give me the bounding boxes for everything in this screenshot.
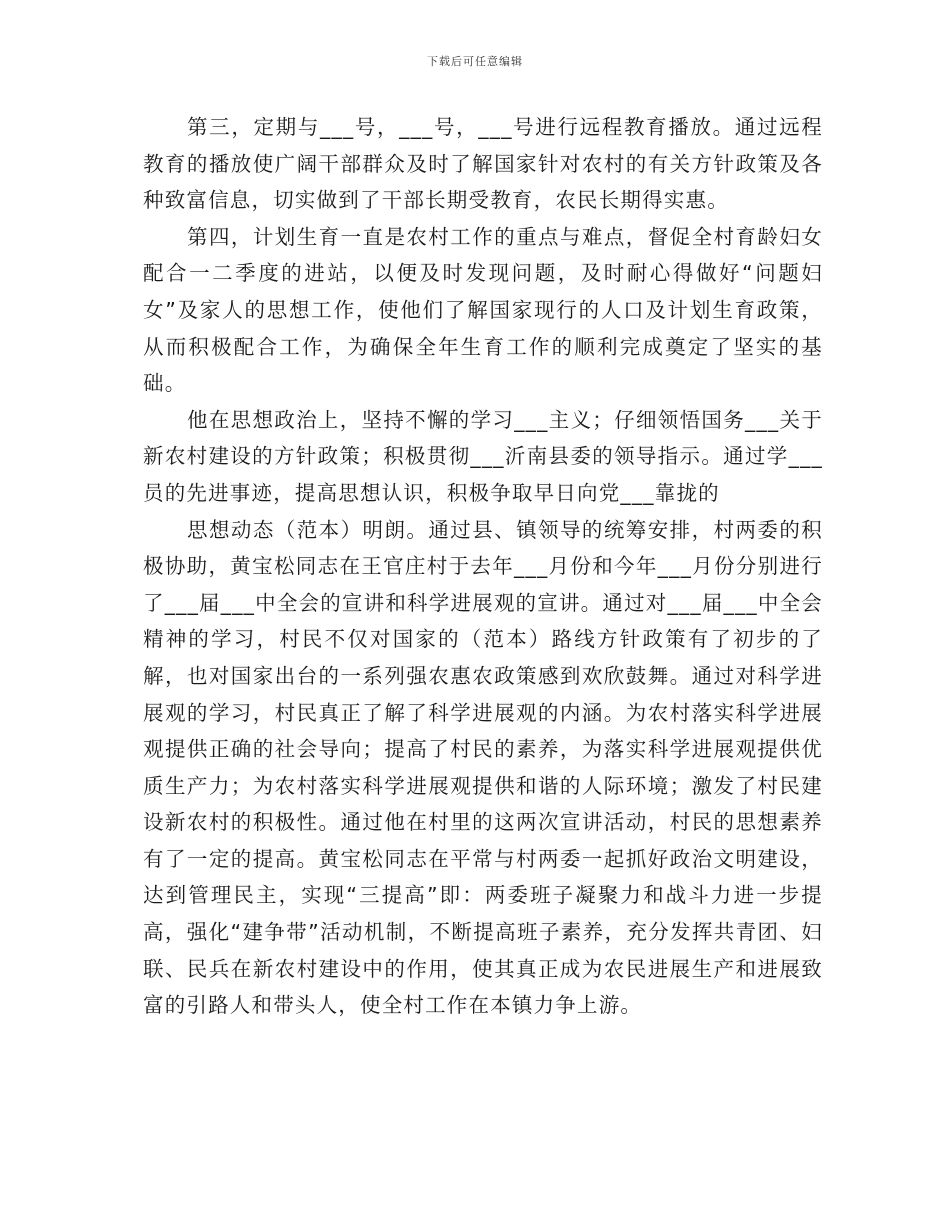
paragraph-family-planning: 第四，计划生育一直是农村工作的重点与难点，督促全村育龄妇女配合一二季度的进站，以便及时发现问题，及时耐心得做好“问题妇女”及家人的思想工作，使他们了解国家现行的人口及计划生育政策，从而积极配合工作，为确保全年生育工作的顺利完成奠定了坚实的基础。 [143,224,823,396]
paragraph-remote-education: 第三，定期与___号，___号，___号进行远程教育播放。通过远程教育的播放使广阔干部群众及时了解国家针对农村的有关方针政策及各种致富信息，切实做到了干部长期受教育，农民长期得实惠。 [143,115,823,213]
paragraph-ideological-status: 思想动态（范本）明朗。通过县、镇领导的统筹安排，村两委的积极协助，黄宝松同志在王官庄村于去年___月份和今年___月份分别进行了___届___中全会的宣讲和科学进展观的宣讲。通过对___届___中全会精神的学习，村民不仅对国家的（范本）路线方针政策有了初步的了解，也对国家出台的一系列强农惠农政策感到欢欣鼓舞。通过对科学进展观的学习，村民真正了解了科学进展观的内涵。为农村落实科学进展观提供正确的社会导向；提高了村民的素养，为落实科学进展观提供优质生产力；为农村落实科学进展观提供和谐的人际环境；激发了村民建设新农村的积极性。通过他在村里的这两次宣讲活动，村民的思想素养有了一定的提高。黄宝松同志在平常与村两委一起抓好政治文明建设，达到管理民主，实现“三提高”即：两委班子凝聚力和战斗力进一步提高，强化“建争带”活动机制，不断提高班子素养，充分发挥共青团、妇联、民兵在新农村建设中的作用，使其真正成为农民进展生产和进展致富的引路人和带头人，使全村工作在本镇力争上游。 [143,517,823,1018]
paragraph-political-study: 他在思想政治上，坚持不懈的学习___主义；仔细领悟国务___关于新农村建设的方针政策；积极贯彻___沂南县委的领导指示。通过学___员的先进事迹，提高思想认识，积极争取早日向党___靠拢的 [143,407,823,505]
document-body [143,109,823,1024]
header-note: 下载后可任意编辑 [427,55,523,68]
